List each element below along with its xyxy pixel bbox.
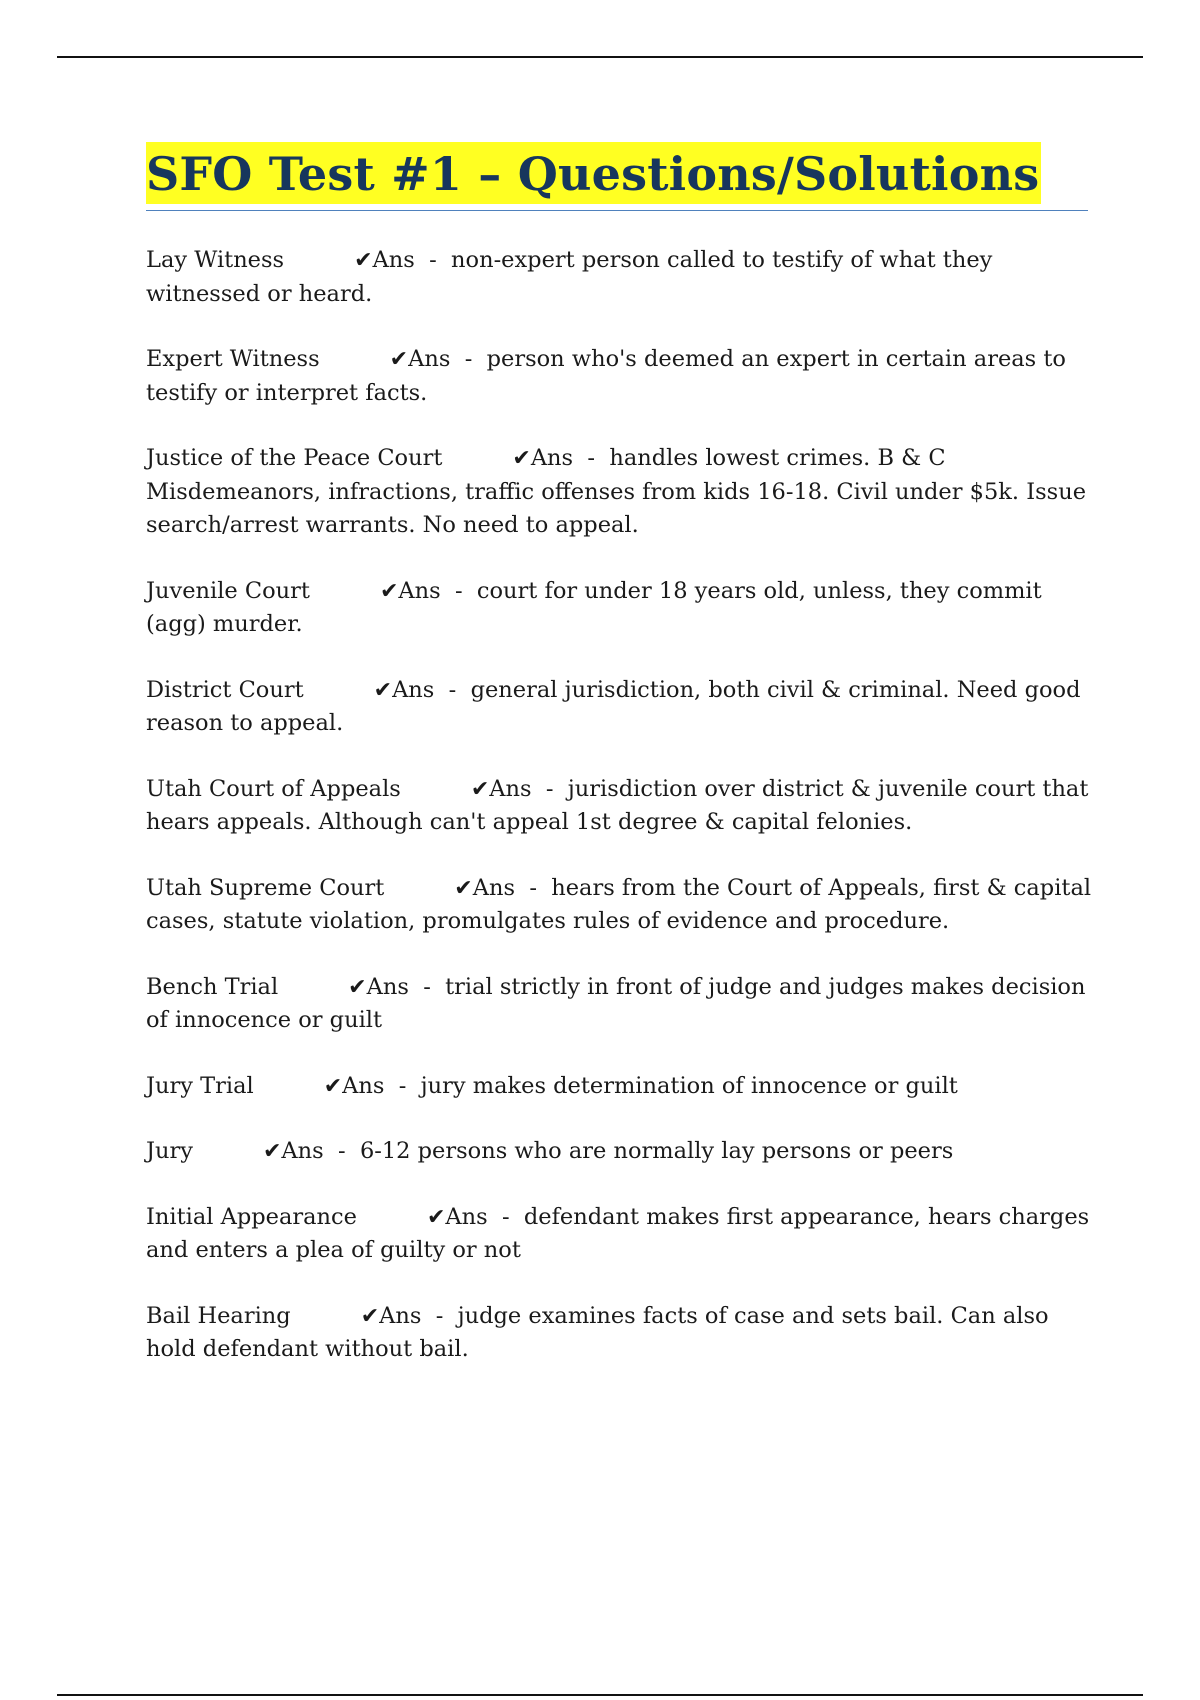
checkmark-icon: ✔ [360,1303,380,1329]
qa-term: Initial Appearance [146,1203,357,1230]
checkmark-icon: ✔ [348,974,367,1000]
qa-item [146,442,1096,543]
qa-answer: trial strictly in front of judge and judges makes decision of innocence or guilt [146,973,1086,1033]
ans-label: Ans [530,445,574,471]
qa-item [146,1201,1096,1268]
qa-item [146,971,1096,1038]
qa-answer: defendant makes first appearance, hears charges and enters a plea of guilty or not [146,1203,1090,1263]
qa-item [146,1300,1096,1367]
qa-item [146,244,1096,311]
checkmark-icon: ✔ [373,677,393,703]
checkmark-icon: ✔ [454,875,473,901]
qa-answer: jurisdiction over district & juvenile court that hears appeals. Although can't appeal 1st degree & capital felonies. [146,775,1089,835]
separator: - [434,676,471,703]
qa-item [146,343,1096,410]
qa-item [146,1135,1096,1169]
page-title: SFO Test #1 – Questions/Solutions [146,142,1041,204]
bottom-rule [57,1694,1143,1696]
qa-answer: handles lowest crimes. B & C Misdemeanors, infractions, traffic offenses from kids 16-18. Civil under $5k. Issue search/arrest warrants. No need to appeal. [146,445,1087,538]
qa-answer: person who's deemed an expert in certain areas to testify or interpret facts. [146,346,1066,406]
qa-answer: non-expert person called to testify of what they witnessed or heard. [146,247,993,307]
ans-label: Ans [398,577,441,604]
checkmark-icon: ✔ [426,1204,446,1230]
qa-term: Justice of the Peace Court [146,445,443,471]
qa-term: Lay Witness [146,247,285,273]
ans-label: Ans [392,676,435,703]
top-rule [57,56,1143,58]
separator: - [414,247,452,273]
separator: - [408,973,446,1000]
separator: - [573,445,610,471]
qa-term: Utah Supreme Court [146,874,385,901]
ans-label: Ans [489,775,532,802]
separator: - [384,1072,421,1099]
checkmark-icon: ✔ [379,578,399,604]
qa-term: Jury [146,1138,193,1164]
qa-term: District Court [146,676,304,703]
ans-label: Ans [342,1072,385,1099]
ans-label: Ans [366,973,409,1000]
ans-label: Ans [408,346,451,372]
separator: - [487,1203,524,1230]
qa-term: Bench Trial [146,973,279,1000]
checkmark-icon: ✔ [389,347,409,372]
qa-answer: 6-12 persons who are normally lay persons or peers [359,1138,954,1164]
qa-answer: court for under 18 years old, unless, they commit (agg) murder. [146,577,1042,637]
ans-label: Ans [372,247,415,273]
ans-label: Ans [281,1138,324,1164]
qa-term: Bail Hearing [146,1302,291,1329]
checkmark-icon: ✔ [262,1139,282,1164]
checkmark-icon: ✔ [323,1073,343,1099]
separator: - [323,1138,360,1164]
checkmark-icon: ✔ [512,446,531,471]
qa-answer: jury makes determination of innocence or guilt [420,1072,958,1099]
qa-item [146,575,1096,642]
qa-item [146,872,1096,939]
qa-answer: general jurisdiction, both civil & criminal. Need good reason to appeal. [146,676,1081,736]
separator: - [531,775,568,802]
checkmark-icon: ✔ [354,248,373,273]
title-block [146,142,1088,211]
qa-answer: judge examines facts of case and sets bail. Can also hold defendant without bail. [146,1302,1049,1362]
checkmark-icon: ✔ [470,776,490,802]
separator: - [450,346,487,372]
qa-item [146,773,1096,840]
qa-item [146,1070,1096,1104]
qa-term: Utah Court of Appeals [146,775,401,802]
qa-answer: hears from the Court of Appeals, first & capital cases, statute violation, promulgates rules of evidence and procedure. [146,874,1092,934]
ans-label: Ans [472,874,516,901]
qa-term: Juvenile Court [146,577,310,604]
separator: - [440,577,477,604]
ans-label: Ans [379,1302,422,1329]
qa-item [146,674,1096,741]
qa-term: Jury Trial [146,1072,254,1099]
separator: - [515,874,552,901]
ans-label: Ans [445,1203,488,1230]
qa-list [146,244,1096,1399]
qa-term: Expert Witness [146,346,320,372]
separator: - [421,1302,458,1329]
